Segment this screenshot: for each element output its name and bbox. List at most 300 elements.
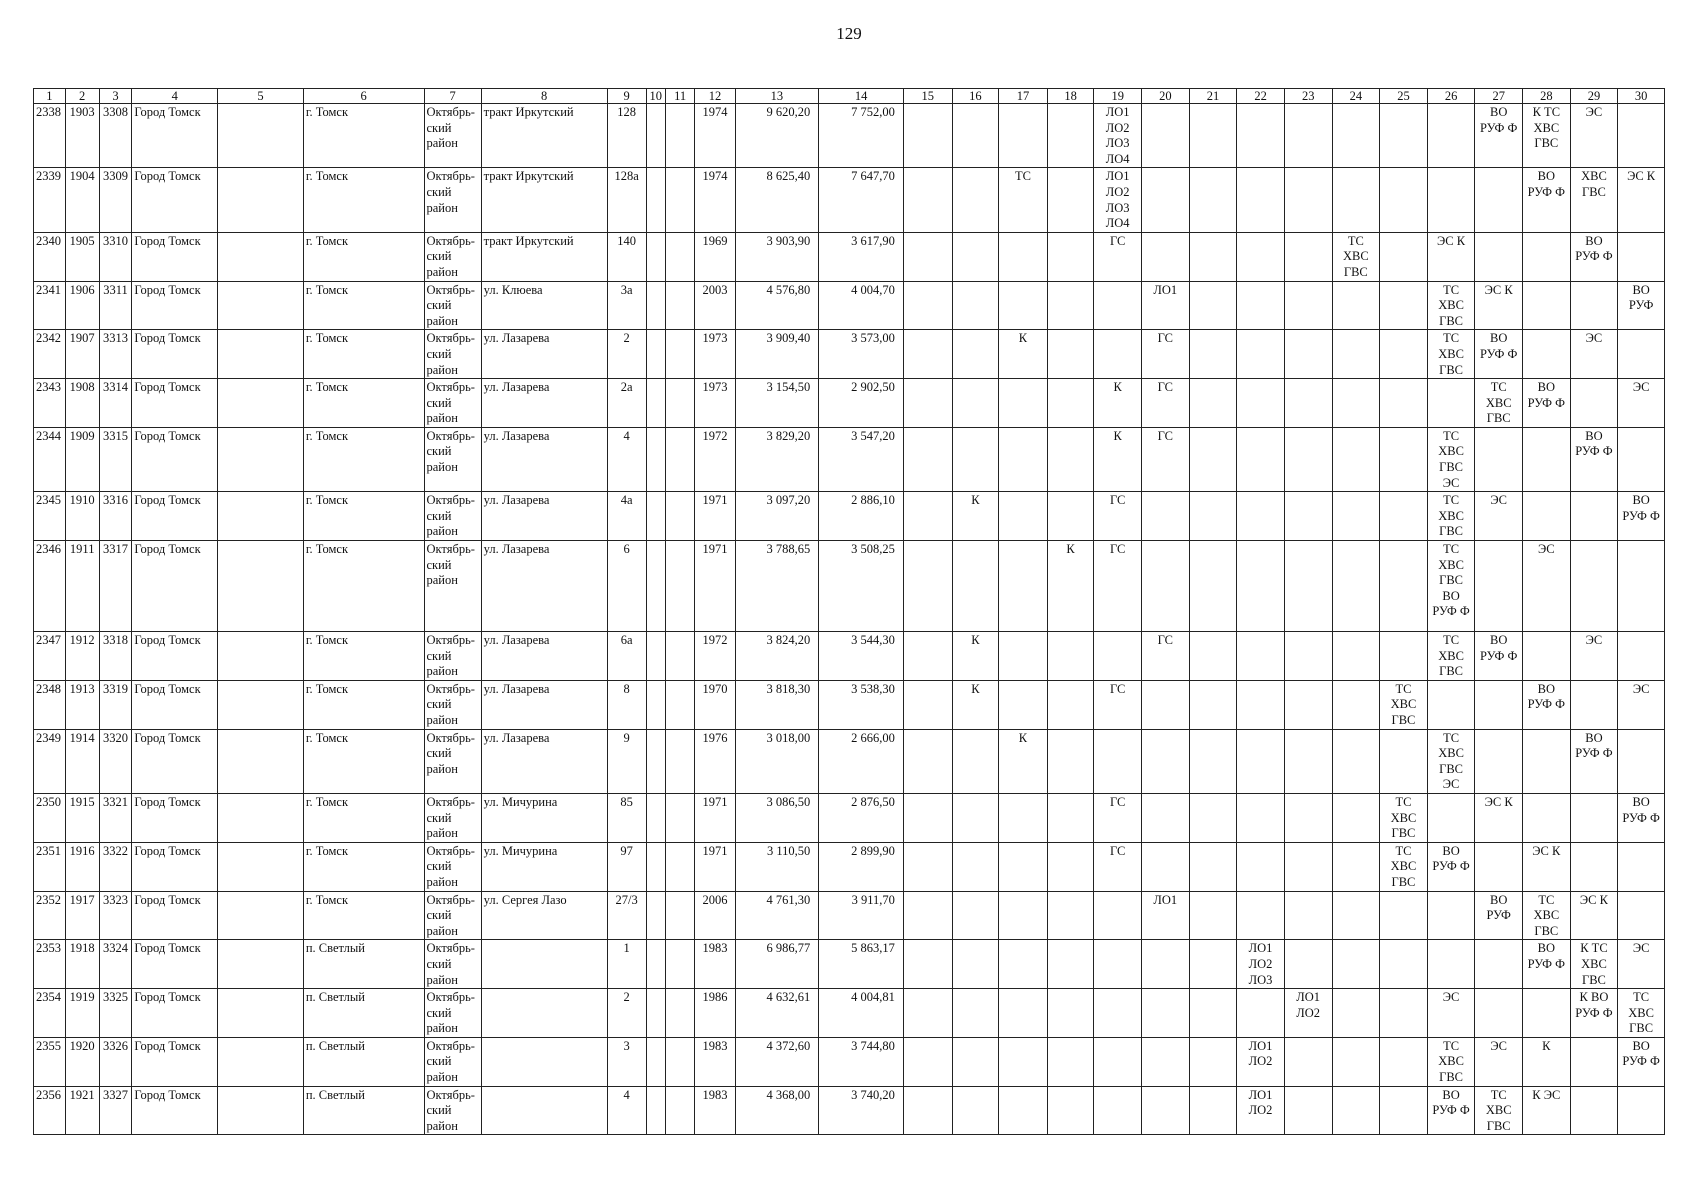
cell-object-no	[99, 379, 132, 428]
column-header-2: 2	[65, 89, 99, 104]
cell-col-15	[903, 989, 952, 1038]
cell-col-29	[1570, 379, 1618, 428]
cell-col-22	[1237, 281, 1285, 330]
cell-list-no	[65, 842, 99, 891]
cell-text: Город Томск	[134, 1087, 201, 1102]
cell-text: ГС	[1109, 681, 1126, 696]
cell-col-21	[1189, 281, 1237, 330]
cell-district	[424, 793, 481, 842]
table-row	[34, 492, 1665, 541]
cell-municipality	[132, 842, 218, 891]
cell-street	[481, 104, 607, 168]
cell-record-no	[34, 793, 66, 842]
table-row	[34, 842, 1665, 891]
cell-locality	[303, 793, 424, 842]
cell-text: 8 625,40	[766, 169, 811, 184]
cell-text: 1971	[702, 493, 728, 508]
cell-text: 4 761,30	[766, 892, 811, 907]
cell-col-26	[1427, 632, 1475, 681]
cell-text: 1974	[702, 169, 728, 184]
cell-col-27	[1475, 492, 1523, 541]
cell-col-23	[1284, 842, 1332, 891]
cell-list-no	[65, 104, 99, 168]
cell-col-20	[1142, 104, 1190, 168]
cell-year-built	[695, 729, 735, 793]
cell-text: 7 752,00	[851, 105, 895, 119]
cell-text: 3327	[103, 1087, 128, 1102]
cell-text: Октябрь- ский район	[426, 1038, 475, 1085]
cell-municipality	[132, 427, 218, 491]
cell-col-11	[665, 1037, 695, 1086]
cell-text: Октябрь- ский район	[426, 282, 475, 328]
cell-col-20	[1142, 168, 1190, 232]
cell-district	[424, 632, 481, 681]
cell-col-28	[1523, 492, 1571, 541]
cell-text: 2354	[36, 990, 61, 1005]
cell-record-no	[34, 989, 66, 1038]
cell-col-21	[1189, 891, 1237, 940]
cell-col-11	[665, 632, 695, 681]
cell-col-10	[646, 427, 665, 491]
cell-col-18	[1047, 541, 1094, 632]
cell-locality	[303, 891, 424, 940]
cell-col-11	[665, 104, 695, 168]
column-header-29: 29	[1570, 89, 1618, 104]
cell-col-15	[903, 891, 952, 940]
cell-text: ЭС	[1632, 681, 1650, 696]
cell-col-18	[1047, 729, 1094, 793]
cell-col-26	[1427, 842, 1475, 891]
cell-text: 7 647,70	[851, 169, 895, 184]
cell-municipality	[132, 940, 218, 989]
cell-col-29	[1570, 281, 1618, 330]
cell-living-area	[819, 232, 904, 281]
table-row	[34, 1037, 1665, 1086]
cell-col-21	[1189, 1037, 1237, 1086]
cell-col-10	[646, 232, 665, 281]
cell-text: 3314	[103, 380, 128, 395]
cell-text: ТС ХВС ГВС	[1390, 794, 1417, 841]
cell-text: К	[1113, 380, 1122, 395]
cell-text: 1913	[69, 681, 95, 696]
cell-col-11	[665, 281, 695, 330]
cell-object-no	[99, 1086, 132, 1135]
cell-col-10	[646, 729, 665, 793]
cell-text: 3 788,65	[766, 542, 811, 557]
cell-district	[424, 168, 481, 232]
cell-municipality	[132, 680, 218, 729]
cell-object-no	[99, 232, 132, 281]
cell-text: ТС ХВС ГВС	[1485, 380, 1512, 426]
cell-text: ул. Клюева	[483, 282, 543, 297]
cell-text: ВО РУФ Ф	[1622, 794, 1660, 825]
cell-col-16	[952, 793, 999, 842]
cell-text: Город Томск	[134, 681, 201, 696]
cell-col-25	[1380, 989, 1428, 1038]
cell-col-26	[1427, 891, 1475, 940]
cell-text: 9	[623, 730, 630, 745]
cell-text: ВО РУФ Ф	[1479, 633, 1518, 663]
cell-text: 1917	[69, 892, 95, 907]
cell-total-area	[735, 1086, 819, 1135]
cell-record-no	[34, 632, 66, 681]
cell-record-no	[34, 232, 66, 281]
cell-col-25	[1380, 842, 1428, 891]
cell-text: 2345	[36, 493, 61, 508]
cell-col-30	[1618, 104, 1665, 168]
column-header-12: 12	[695, 89, 735, 104]
cell-col-22	[1237, 729, 1285, 793]
cell-settlement-type	[218, 729, 304, 793]
cell-list-no	[65, 492, 99, 541]
cell-text: п. Светлый	[305, 1087, 365, 1102]
cell-text: 3 829,20	[766, 428, 811, 443]
cell-record-no	[34, 541, 66, 632]
cell-text: тракт Иркутский	[483, 105, 574, 119]
cell-text: ВО РУФ Ф	[1527, 681, 1566, 712]
cell-text: Октябрь- ский район	[426, 794, 475, 841]
cell-settlement-type	[218, 232, 304, 281]
cell-text: ТС ХВС ГВС	[1390, 681, 1417, 727]
cell-text: 2338	[36, 105, 61, 119]
cell-text: 1908	[69, 380, 95, 395]
cell-year-built	[695, 989, 735, 1038]
cell-col-26	[1427, 793, 1475, 842]
cell-text: 4а	[620, 493, 633, 508]
cell-record-no	[34, 168, 66, 232]
cell-year-built	[695, 680, 735, 729]
cell-col-11	[665, 541, 695, 632]
cell-list-no	[65, 729, 99, 793]
cell-street	[481, 168, 607, 232]
cell-col-30	[1618, 330, 1665, 379]
cell-settlement-type	[218, 891, 304, 940]
cell-col-23	[1284, 232, 1332, 281]
cell-settlement-type	[218, 330, 304, 379]
cell-text: 4 632,61	[766, 990, 811, 1005]
cell-total-area	[735, 281, 819, 330]
cell-list-no	[65, 680, 99, 729]
cell-col-17	[999, 168, 1048, 232]
cell-locality	[303, 842, 424, 891]
cell-col-11	[665, 330, 695, 379]
cell-text: ЭС К	[1484, 794, 1513, 809]
cell-text: Октябрь- ский район	[426, 428, 475, 475]
cell-record-no	[34, 729, 66, 793]
cell-text: К	[1542, 1038, 1551, 1053]
cell-text: ТС ХВС ГВС	[1485, 1087, 1512, 1133]
cell-text: 4	[623, 1087, 630, 1102]
cell-text: К	[971, 493, 980, 508]
cell-locality	[303, 632, 424, 681]
cell-total-area	[735, 492, 819, 541]
table-body	[34, 104, 1665, 1135]
cell-col-22	[1237, 1086, 1285, 1135]
cell-col-17	[999, 729, 1048, 793]
cell-text: 3 544,30	[851, 633, 895, 648]
cell-list-no	[65, 330, 99, 379]
cell-total-area	[735, 989, 819, 1038]
cell-text: К ВО РУФ Ф	[1575, 990, 1613, 1020]
cell-district	[424, 104, 481, 168]
cell-text: 2 876,50	[851, 794, 895, 809]
cell-col-18	[1047, 427, 1094, 491]
cell-text: К	[1018, 730, 1028, 745]
cell-col-22	[1237, 680, 1285, 729]
cell-col-23	[1284, 891, 1332, 940]
cell-text: 1971	[702, 843, 728, 858]
cell-district	[424, 842, 481, 891]
cell-col-15	[903, 427, 952, 491]
cell-col-27	[1475, 891, 1523, 940]
cell-col-28	[1523, 940, 1571, 989]
cell-municipality	[132, 793, 218, 842]
cell-col-30	[1618, 729, 1665, 793]
cell-col-11	[665, 680, 695, 729]
cell-text: 1912	[69, 633, 95, 648]
cell-col-26	[1427, 680, 1475, 729]
cell-text: ЭС К	[1437, 233, 1466, 248]
cell-text: 1921	[69, 1087, 95, 1102]
cell-house-no	[607, 891, 646, 940]
cell-text: 1904	[69, 169, 95, 184]
cell-object-no	[99, 940, 132, 989]
cell-text: 1915	[69, 794, 95, 809]
cell-district	[424, 989, 481, 1038]
column-header-8: 8	[481, 89, 607, 104]
cell-col-29	[1570, 793, 1618, 842]
cell-col-30	[1618, 232, 1665, 281]
cell-col-16	[952, 940, 999, 989]
cell-street	[481, 281, 607, 330]
cell-col-25	[1380, 541, 1428, 632]
cell-col-20	[1142, 793, 1190, 842]
cell-col-27	[1475, 842, 1523, 891]
cell-text: 2а	[620, 380, 633, 395]
cell-locality	[303, 989, 424, 1038]
cell-col-26	[1427, 1086, 1475, 1135]
cell-text: 1971	[702, 542, 728, 557]
cell-house-no	[607, 842, 646, 891]
cell-text: 1903	[69, 105, 95, 119]
cell-col-19	[1094, 1037, 1142, 1086]
cell-house-no	[607, 729, 646, 793]
cell-list-no	[65, 281, 99, 330]
cell-col-28	[1523, 842, 1571, 891]
cell-settlement-type	[218, 1037, 304, 1086]
cell-list-no	[65, 168, 99, 232]
cell-living-area	[819, 842, 904, 891]
cell-settlement-type	[218, 168, 304, 232]
cell-col-10	[646, 541, 665, 632]
cell-col-18	[1047, 1086, 1094, 1135]
cell-text: 2349	[36, 730, 61, 745]
column-header-1: 1	[34, 89, 66, 104]
cell-col-18	[1047, 492, 1094, 541]
cell-street	[481, 541, 607, 632]
cell-district	[424, 891, 481, 940]
cell-col-27	[1475, 232, 1523, 281]
cell-text: Город Томск	[134, 169, 201, 184]
cell-text: 2 902,50	[851, 380, 895, 395]
cell-text: 1971	[702, 794, 728, 809]
cell-col-11	[665, 232, 695, 281]
cell-col-11	[665, 379, 695, 428]
table-row	[34, 680, 1665, 729]
cell-text: г. Томск	[305, 380, 349, 395]
cell-col-22	[1237, 842, 1285, 891]
cell-col-15	[903, 281, 952, 330]
cell-text: 1973	[702, 331, 728, 346]
cell-locality	[303, 680, 424, 729]
cell-text: ЭС	[1442, 990, 1460, 1005]
cell-living-area	[819, 793, 904, 842]
cell-object-no	[99, 793, 132, 842]
cell-year-built	[695, 541, 735, 632]
cell-col-18	[1047, 842, 1094, 891]
cell-text: 3317	[103, 542, 128, 557]
column-header-5: 5	[218, 89, 304, 104]
cell-col-28	[1523, 1086, 1571, 1135]
cell-col-15	[903, 492, 952, 541]
cell-col-16	[952, 1086, 999, 1135]
column-header-17: 17	[999, 89, 1048, 104]
cell-text: 3 909,40	[766, 331, 811, 346]
cell-street	[481, 1037, 607, 1086]
cell-col-20	[1142, 492, 1190, 541]
cell-text: 4 372,60	[766, 1038, 811, 1053]
cell-street	[481, 232, 607, 281]
cell-total-area	[735, 232, 819, 281]
cell-col-11	[665, 940, 695, 989]
cell-col-15	[903, 1037, 952, 1086]
column-header-28: 28	[1523, 89, 1571, 104]
cell-col-29	[1570, 427, 1618, 491]
cell-col-30	[1618, 281, 1665, 330]
cell-text: 3 740,20	[851, 1087, 895, 1102]
cell-year-built	[695, 168, 735, 232]
cell-col-22	[1237, 379, 1285, 428]
cell-living-area	[819, 989, 904, 1038]
cell-col-15	[903, 680, 952, 729]
cell-text: Город Томск	[134, 730, 201, 745]
cell-district	[424, 1037, 481, 1086]
cell-col-20	[1142, 330, 1190, 379]
cell-text: 3323	[103, 892, 128, 907]
cell-living-area	[819, 1086, 904, 1135]
cell-text: ЭС	[1632, 380, 1650, 395]
cell-col-16	[952, 680, 999, 729]
cell-text: 1919	[69, 990, 95, 1005]
cell-living-area	[819, 104, 904, 168]
cell-object-no	[99, 541, 132, 632]
cell-col-30	[1618, 842, 1665, 891]
cell-text: 27/3	[615, 892, 638, 907]
cell-col-26	[1427, 427, 1475, 491]
cell-street	[481, 330, 607, 379]
cell-text: ЭС	[1632, 941, 1650, 956]
cell-text: ул. Лазарева	[483, 428, 550, 443]
cell-text: Город Томск	[134, 843, 201, 858]
cell-col-23	[1284, 541, 1332, 632]
cell-col-29	[1570, 729, 1618, 793]
cell-text: ул. Мичурина	[483, 794, 558, 809]
cell-col-20	[1142, 891, 1190, 940]
cell-district	[424, 379, 481, 428]
cell-text: ТС ХВС ГВС	[1438, 331, 1464, 377]
cell-text: 2 886,10	[851, 493, 895, 508]
cell-col-16	[952, 891, 999, 940]
cell-col-27	[1475, 1037, 1523, 1086]
cell-text: 1	[623, 941, 630, 956]
cell-col-15	[903, 1086, 952, 1135]
cell-col-10	[646, 891, 665, 940]
cell-text: 3 911,70	[851, 892, 895, 907]
cell-municipality	[132, 330, 218, 379]
cell-object-no	[99, 989, 132, 1038]
cell-settlement-type	[218, 427, 304, 491]
cell-col-19	[1094, 680, 1142, 729]
cell-col-22	[1237, 492, 1285, 541]
column-header-26: 26	[1427, 89, 1475, 104]
cell-text: 3324	[103, 941, 128, 956]
cell-municipality	[132, 379, 218, 428]
cell-col-15	[903, 842, 952, 891]
cell-year-built	[695, 281, 735, 330]
cell-col-16	[952, 492, 999, 541]
cell-col-27	[1475, 632, 1523, 681]
cell-text: ВО РУФ	[1628, 282, 1654, 313]
cell-col-10	[646, 492, 665, 541]
cell-col-21	[1189, 104, 1237, 168]
cell-text: Октябрь- ский район	[426, 843, 475, 889]
cell-street	[481, 989, 607, 1038]
cell-municipality	[132, 281, 218, 330]
cell-living-area	[819, 940, 904, 989]
cell-col-17	[999, 1086, 1048, 1135]
cell-street	[481, 729, 607, 793]
cell-col-19	[1094, 891, 1142, 940]
cell-text: 3322	[103, 843, 128, 858]
cell-col-15	[903, 940, 952, 989]
cell-street	[481, 492, 607, 541]
cell-col-18	[1047, 168, 1094, 232]
cell-text: 2342	[36, 331, 61, 346]
cell-text: ГС	[1157, 380, 1174, 395]
cell-text: ЭС	[1490, 493, 1507, 508]
cell-col-30	[1618, 680, 1665, 729]
cell-text: Город Томск	[134, 990, 201, 1005]
cell-col-23	[1284, 492, 1332, 541]
cell-total-area	[735, 632, 819, 681]
cell-settlement-type	[218, 793, 304, 842]
cell-col-28	[1523, 379, 1571, 428]
cell-text: 4	[623, 428, 630, 443]
cell-col-20	[1142, 427, 1190, 491]
cell-text: 1969	[702, 233, 728, 248]
cell-col-19	[1094, 729, 1142, 793]
cell-text: 2 666,00	[851, 730, 895, 745]
cell-settlement-type	[218, 541, 304, 632]
cell-col-29	[1570, 680, 1618, 729]
cell-text: 2350	[36, 794, 61, 809]
cell-col-19	[1094, 168, 1142, 232]
cell-col-11	[665, 891, 695, 940]
cell-col-26	[1427, 281, 1475, 330]
cell-text: ВО РУФ Ф	[1575, 730, 1613, 761]
cell-text: г. Томск	[305, 233, 349, 248]
cell-col-24	[1332, 281, 1380, 330]
